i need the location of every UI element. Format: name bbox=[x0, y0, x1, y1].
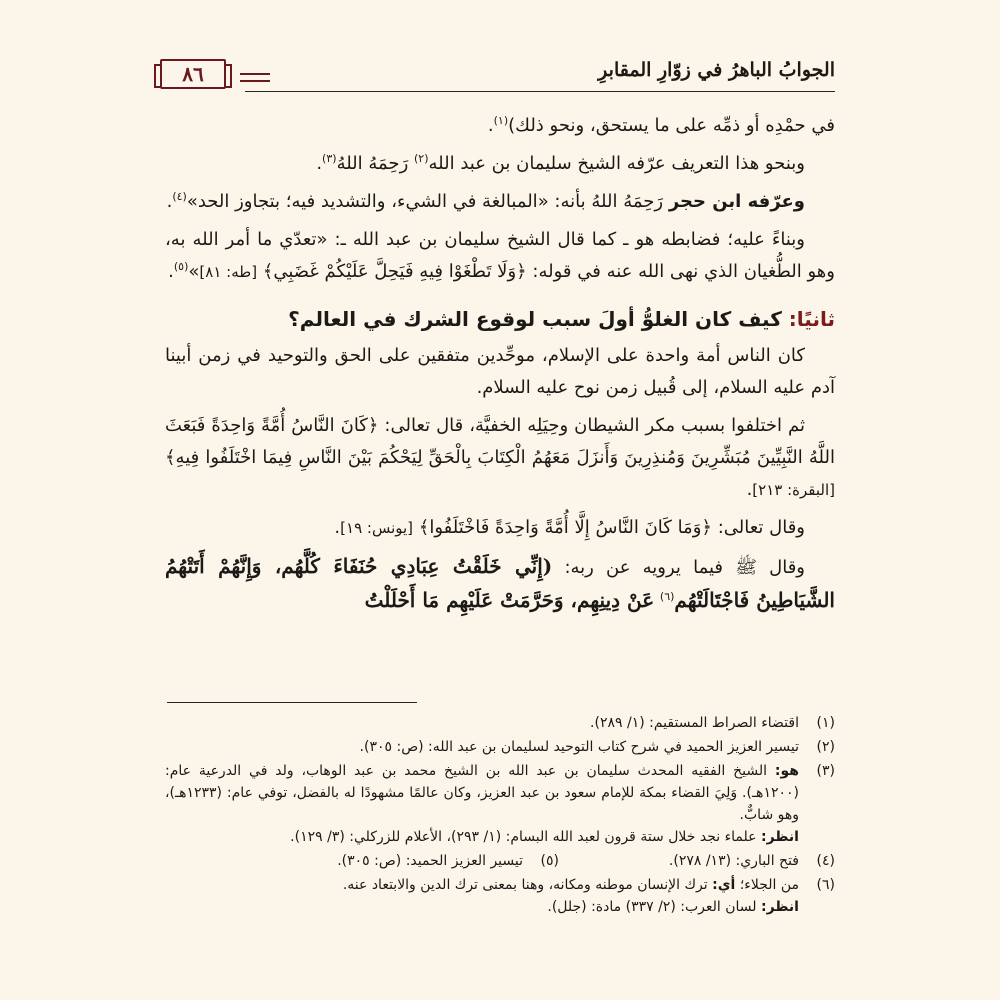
footnote-4: (٤) فتح الباري: (١٣/ ٢٧٨). bbox=[559, 850, 835, 872]
footnote-number: (٤) bbox=[816, 853, 835, 869]
footnote-3: (٣) هو: الشيخ الفقيه المحدث سليمان بن عبد الله بن الشيخ محمد بن عبد الوهاب، ولد في الدرعية عام: (١٢٠٠هـ). وَلِيَ القضاء بمكة للإمام سعود بن عبد العزيز، وكان عالمًا مشهودًا له بالفضل، توفي عام: (١٢٣٣هـ)، وهو شابٌّ. انظر: علماء نجد خلال ستة قرون لعبد الله البسام: (١/ ٢٩٣)، الأعلام للزركلي: (٣/ ١٢٩). bbox=[165, 760, 835, 848]
quran-verse: ﴿وَلَا تَطْغَوْا فِيهِ فَيَحِلَّ عَلَيْكُمْ غَضَبِي﴾ bbox=[262, 261, 527, 282]
section-number: ثانيًا: bbox=[788, 307, 835, 331]
paragraph-4: وبناءً عليه؛ فضابطه هو ـ كما قال الشيخ سليمان بن عبد الله ـ: «تعدّي ما أمر الله به، وهو الطُّغيان الذي نهى الله عنه في قوله: ﴿وَلَا تَطْغَوْا فِيهِ فَيَحِلَّ عَلَيْكُمْ غَضَبِي﴾ [طه: ٨١]»$^{(٥)}$. bbox=[165, 229, 835, 282]
paragraph-5: كان الناس أمة واحدة على الإسلام، موحِّدين متفقين على الحق والتوحيد في زمن أبينا آدم عليه السلام، إلى قُبيل زمن نوح عليه السلام. bbox=[165, 345, 835, 398]
footnote-row-4-5 bbox=[165, 850, 835, 874]
page-header bbox=[160, 55, 835, 95]
footnote-6: (٦) من الجلاء؛ أي: ترك الإنسان موطنه ومكانه، وهنا بمعنى ترك الدين والابتعاد عنه. انظر: لسان العرب: (٢/ ٣٣٧) مادة: (جلل). bbox=[165, 874, 835, 918]
footnote-number: (١) bbox=[816, 715, 835, 731]
section-heading bbox=[165, 302, 835, 336]
footnote-mark-4[interactable]: (٤) bbox=[172, 190, 187, 203]
footnote-number: (٢) bbox=[816, 739, 835, 755]
footnote-mark-3[interactable]: (٣) bbox=[322, 152, 337, 165]
paragraph-1: في حمْدِه أو ذمِّه على ما يستحق، ونحو ذلك)$^{(١)}$. bbox=[487, 114, 835, 136]
quran-verse: ﴿وَمَا كَانَ النَّاسُ إِلَّا أُمَّةً وَاحِدَةً فَاخْتَلَفُوا﴾ bbox=[418, 517, 712, 538]
header-underline bbox=[245, 91, 835, 92]
footnote-mark-1[interactable]: (١) bbox=[493, 114, 509, 127]
footnote-mark-2[interactable]: (٢) bbox=[414, 152, 429, 165]
footnote-separator bbox=[167, 702, 417, 703]
main-text bbox=[165, 110, 835, 624]
paragraph-7: وقال تعالى: ﴿وَمَا كَانَ النَّاسُ إِلَّا أُمَّةً وَاحِدَةً فَاخْتَلَفُوا﴾ [يونس: ١٩]. bbox=[334, 517, 805, 538]
page-number: ٨٦ bbox=[160, 59, 226, 89]
honorific: رَحِمَهُ اللهُ bbox=[591, 191, 664, 212]
paragraph-6: ثم اختلفوا بسبب مكر الشيطان وحِيَلِه الخفيَّة، قال تعالى: ﴿كَانَ النَّاسُ أُمَّةً وَاحِدَةً فَبَعَثَ اللَّهُ النَّبِيِّينَ مُبَشِّرِينَ وَمُنذِرِينَ وَأَنزَلَ مَعَهُمُ الْكِتَابَ بِالْحَقِّ لِيَحْكُمَ بَيْنَ النَّاسِ فِيمَا اخْتَلَفُوا فِيهِ﴾ [البقرة: ٢١٣]. bbox=[165, 415, 835, 500]
footnote-5: (٥) تيسير العزيز الحميد: (ص: ٣٠٥). bbox=[283, 850, 559, 872]
verse-reference: [البقرة: ٢١٣] bbox=[752, 481, 835, 499]
footnote-number: (٥) bbox=[540, 853, 559, 869]
paragraph-8: وقال ﷺ فيما يرويه عن ربه: (إِنِّي خَلَقْتُ عِبَادِي حُنَفَاءَ كُلَّهُم، وَإِنَّهُمْ أَتَتْهُمُ الشَّيَاطِينُ فَاجْتَالَتْهُم$^{(٦)}$ عَنْ دِينِهِم، وَحَرَّمَتْ عَلَيْهِم مَا أَحْلَلْتُ bbox=[165, 554, 835, 612]
scholar-name: وعرّفه ابن حجر bbox=[668, 191, 805, 212]
quran-verse: ﴿كَانَ النَّاسُ أُمَّةً وَاحِدَةً فَبَعَثَ اللَّهُ النَّبِيِّينَ مُبَشِّرِينَ وَمُنذِرِينَ وَأَنزَلَ مَعَهُمُ الْكِتَابَ بِالْحَقِّ لِيَحْكُمَ بَيْنَ النَّاسِ فِيمَا اخْتَلَفُوا فِيهِ﴾ bbox=[165, 415, 835, 468]
paragraph-2: وبنحو هذا التعريف عرّفه الشيخ سليمان بن عبد الله$^{(٢)}$ رَحِمَهُ اللهُ$^{(٣)}$. bbox=[316, 152, 805, 174]
honorific: رَحِمَهُ اللهُ bbox=[336, 153, 409, 174]
footnote-number: (٣) bbox=[816, 763, 835, 779]
footnote-mark-6[interactable]: (٦) bbox=[659, 590, 675, 603]
verse-reference: [طه: ٨١] bbox=[199, 263, 258, 281]
footnote-number: (٦) bbox=[816, 877, 835, 893]
footnote-1: (١) اقتضاء الصراط المستقيم: (١/ ٢٨٩). bbox=[165, 712, 835, 734]
paragraph-3: وعرّفه ابن حجر رَحِمَهُ اللهُ بأنه: «المبالغة في الشيء، والتشديد فيه؛ بتجاوز الحد»$^{(٤)}$. bbox=[166, 190, 805, 212]
header-ornament bbox=[240, 73, 270, 82]
hadith-text: عَنْ دِينِهِم، وَحَرَّمَتْ عَلَيْهِم مَا أَحْلَلْتُ bbox=[364, 588, 655, 612]
book-title: الجوابُ الباهرُ في زوّارِ المقابرِ bbox=[598, 59, 835, 81]
footnote-mark-5[interactable]: (٥) bbox=[173, 260, 189, 273]
footnote-2: (٢) تيسير العزيز الحميد في شرح كتاب التوحيد لسليمان بن عبد الله: (ص: ٣٠٥). bbox=[165, 736, 835, 758]
verse-reference: [يونس: ١٩] bbox=[340, 519, 414, 537]
section-title: كيف كان الغلوُّ أولَ سبب لوقوع الشرك في العالم؟ bbox=[288, 307, 782, 331]
footnotes bbox=[165, 712, 835, 920]
hadith-text: (إِنِّي خَلَقْتُ عِبَادِي حُنَفَاءَ كُلَّهُم، وَإِنَّهُمْ أَتَتْهُمُ الشَّيَاطِينُ فَاجْتَالَتْهُم bbox=[165, 554, 835, 612]
